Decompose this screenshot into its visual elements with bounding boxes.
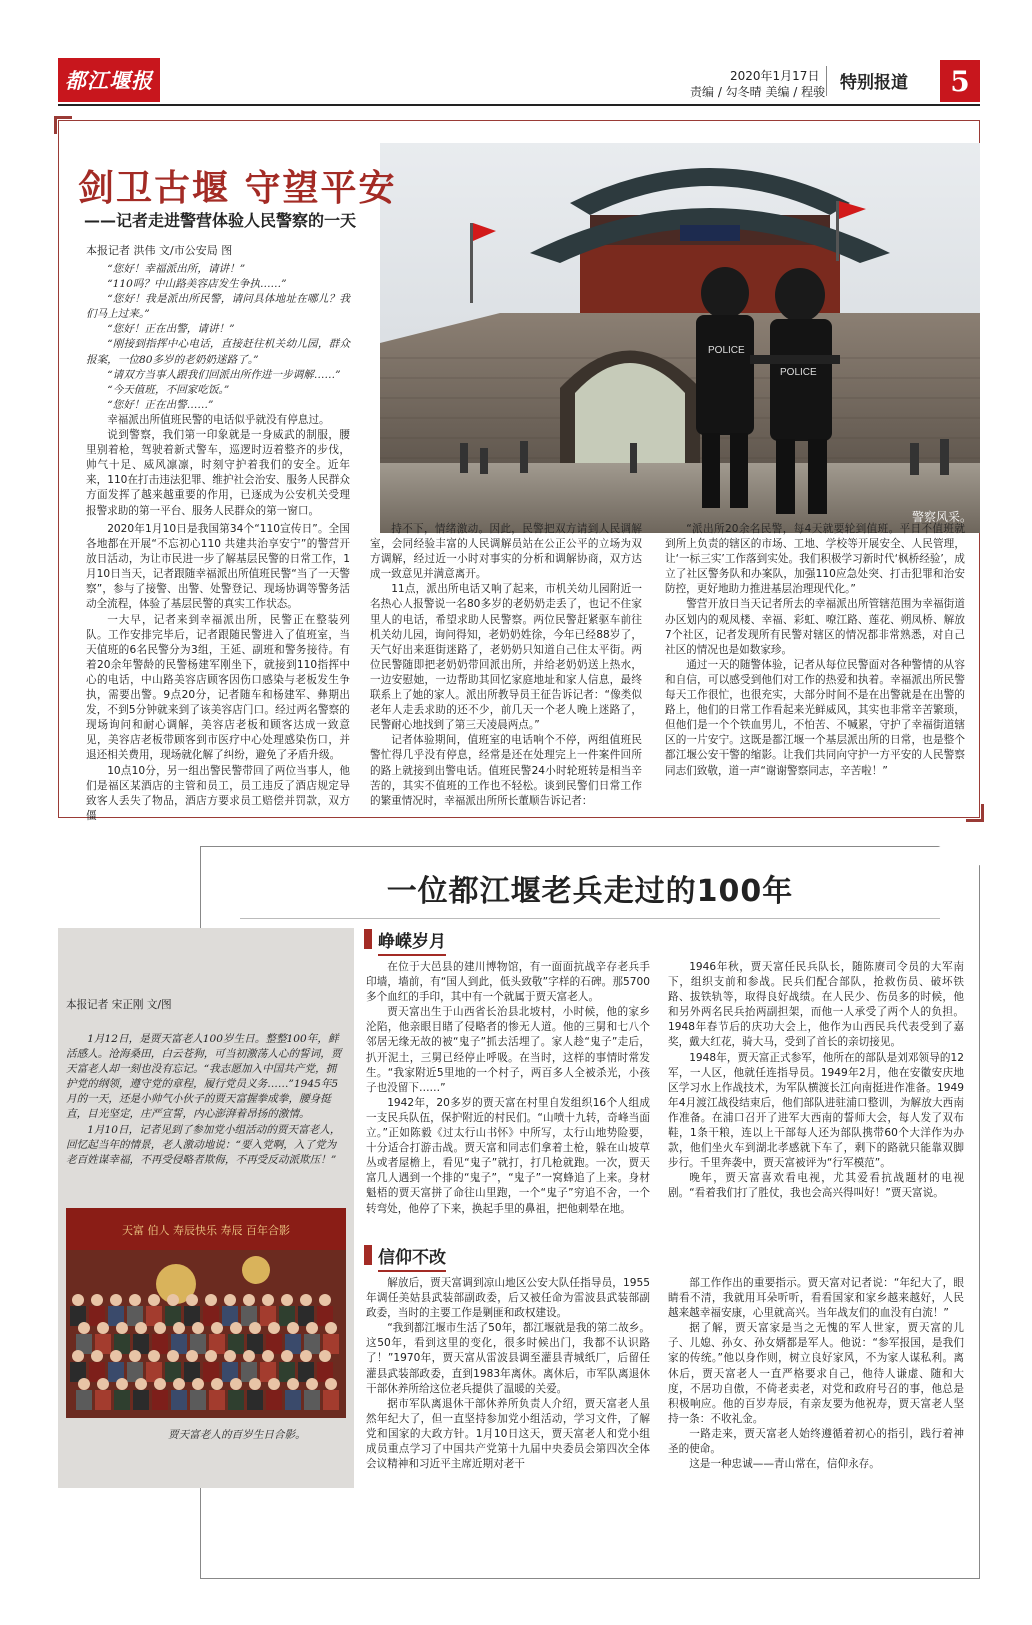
story1-byline: 本报记者 洪伟 文/市公安局 图 — [86, 244, 233, 257]
person-head — [97, 1322, 109, 1334]
section-name: 特别报道 — [840, 73, 908, 93]
person-head — [211, 1378, 223, 1390]
person-body — [190, 1390, 206, 1410]
paragraph: 1月12日，是贾天富老人100岁生日。整整100年，鲜活感人。沧海桑田，白云苍狗，可当初激荡人心的誓词，贾天富老人却一刻也没有忘记。“我志愿加入中国共产党，拥护党的纲领，遵守党的章程，履行党员义务……”1945年5月的一天，还是小帅气小伙子的贾天富握拳成拳，腰身挺直，目光坚定，庄严宣誓，内心澎湃着昂扬的激情。 — [66, 1033, 342, 1121]
person-head — [230, 1378, 242, 1390]
person-head — [91, 1350, 103, 1362]
editor-credits: 责编 / 勾冬晴 美编 / 程骏 — [690, 85, 826, 99]
paragraph: “我到都江堰市生活了50年，都江堰就是我的第二故乡。这50年，看到这里的变化，很多时候出门，我都不认识路了！”1970年，贾天富从雷波县调至灌县青城纸厂，后留任灌县武装部政委，直到1983年离休。离休后，市军队离退休干部休养所给这位老兵提供了温暖的关爱。 — [366, 1322, 650, 1395]
header-rule — [58, 104, 980, 106]
person-body — [114, 1390, 130, 1410]
person-body — [266, 1390, 282, 1410]
person-head — [192, 1378, 204, 1390]
story2-section2-column-1 — [366, 1276, 650, 1472]
person-head — [148, 1350, 160, 1362]
section-marker — [364, 1245, 372, 1265]
paragraph: 一大早，记者来到幸福派出所，民警正在整装列队。工作安排完毕后，记者跟随民警进入了值班室，当天值班的6名民警分为3组，王延、副班和警务接待。有着20余年警龄的民警杨建军刚坐下，就接到110指挥中心的电话，中山路美容店顾客因伤口感染与老板发生争执，需要出警。9点20分，记者随车和杨建军、彝期出发，不到5分钟就来到了该美容店门口。经过两名警察的现场询问和耐心调解，美容店老板和顾客达成一致意见，美容店老板带顾客到市医疗中心处理感染伤口，并退还相关费用，现场就化解了纠纷，避免了矛盾升级。 — [86, 613, 350, 762]
story1-column-1 — [86, 522, 350, 824]
person-head — [173, 1378, 185, 1390]
story1-column-3 — [665, 522, 965, 779]
person-head — [129, 1294, 141, 1306]
person-head — [306, 1322, 318, 1334]
story1-headline: 剑卫古堰 守望平安 — [78, 167, 397, 209]
person-head — [249, 1322, 261, 1334]
frame-corner — [966, 804, 984, 822]
person-head — [91, 1294, 103, 1306]
page-number: 5 — [940, 60, 980, 102]
paragraph: 据市军队离退休干部休养所负责人介绍，贾天富老人虽然年纪大了，但一直坚持参加党小组活动，学习文件，了解党和国家的大政方针。1月10日这天，贾天富老人和党小组成员重点学习了中国共产党第十九届中央委员会第四次全体会议精神和习近平主席近期对老干 — [366, 1397, 650, 1471]
paragraph: “您好！我是派出所民警，请问具体地址在哪儿？我们马上过来。” — [86, 293, 350, 321]
person-head — [262, 1350, 274, 1362]
person-body — [247, 1390, 263, 1410]
section-heading-2: 信仰不改 — [378, 1243, 446, 1272]
person-body — [152, 1390, 168, 1410]
person-head — [173, 1322, 185, 1334]
person-head — [287, 1322, 299, 1334]
story2-section1-column-2 — [668, 960, 964, 1202]
person-head — [300, 1294, 312, 1306]
section-marker — [364, 929, 372, 949]
paragraph: “请双方当事人跟我们回派出所作进一步调解……” — [107, 368, 341, 381]
person-head — [186, 1294, 198, 1306]
person-body — [285, 1390, 301, 1410]
paragraph: 警营开放日当天记者所去的幸福派出所管辖范围为幸福街道办区划内的观凤楼、幸福、彩虹、嘹江路、莲花、朔凤桥、解放7个社区，记者发现所有民警对辖区的情况都非常熟悉，对自己社区的情况也是如数家珍。 — [665, 598, 965, 656]
paragraph: “派出所20余名民警，每4天就要轮到值班。平日不值班就到所上负责的辖区的市场、工地、学校等开展安全、人民管理，让‘一标三实’工作落到实处。我们积极学习新时代‘枫桥经验’，成立了社区警务队和办案队，加强110应急处突、打击犯罪和治安防控，更好地助力推进基层治理现代化。” — [665, 523, 965, 596]
person-body — [304, 1390, 320, 1410]
paragraph: 晚年，贾天富喜欢看电视，尤其爱看抗战题材的电视剧。“看着我们打了胜仗，我也会高兴得叫好！”贾天富说。 — [668, 1172, 964, 1200]
person-head — [135, 1378, 147, 1390]
person-head — [243, 1350, 255, 1362]
person-head — [167, 1294, 179, 1306]
person-head — [262, 1294, 274, 1306]
person-head — [268, 1322, 280, 1334]
person-head — [135, 1322, 147, 1334]
person-head — [224, 1350, 236, 1362]
story1-column-1-top — [86, 262, 350, 519]
person-head — [154, 1378, 166, 1390]
person-head — [325, 1322, 337, 1334]
person-body — [95, 1390, 111, 1410]
person-head — [110, 1350, 122, 1362]
paragraph: 1946年秋，贾天富任民兵队长，随陈赓司令员的大军南下，组织支前和参战。民兵们配合部队，抢救伤员、破坏铁路、拔铁轨等，取得良好战绩。在人民少、伤员多的时候，他和另外两名民兵抬两副担架，而他一人承受了两个人的负担。1948年春节后的庆功大会上，他作为山西民兵代表受到了嘉奖，戴大红花，骑大马，受到了首长的亲切接见。 — [668, 961, 964, 1049]
person-head — [167, 1350, 179, 1362]
person-head — [224, 1294, 236, 1306]
person-head — [148, 1294, 160, 1306]
paragraph: 解放后，贾天富调到凉山地区公安大队任指导员，1955年调任美姑县武装部副政委，后又被任命为雷波县武装部副政委，当时的主要工作是剿匪和政权建设。 — [366, 1277, 650, 1320]
paragraph: 持不下，情绪激动。因此，民警把双方请到人民调解室，会同经验丰富的人民调解员站在公正公平的立场为双方调解，经过近一小时对事实的分析和调解协商，双方达成一致意见并满意离开。 — [370, 523, 642, 581]
issue-date: 2020年1月17日 — [730, 69, 820, 83]
frame-corner — [54, 116, 72, 134]
masthead-logo: 都江堰报 — [58, 58, 160, 102]
paragraph: 说到警察，我们第一印象就是一身威武的制服，腰里别着枪，驾驶着新式警车，巡逻时迈着整齐的步伐，帅气十足、威风凛凛，时刻守护着我们的安全。近年来，110在打击违法犯罪、维护社会治安、服务人民群众方面发挥了越来越重要的作用，已逐成为公安机关受理报警求助的第一平台、服务人民群众的第一窗口。 — [86, 429, 350, 517]
paragraph: “您好！幸福派出所，请讲！” — [107, 263, 246, 275]
birthday-banner-text: 天富 伯人 寿辰快乐 寿辰 百年合影 — [122, 1224, 290, 1237]
person-head — [205, 1294, 217, 1306]
person-head — [281, 1350, 293, 1362]
svg-text:POLICE: POLICE — [708, 345, 745, 356]
paragraph: 在位于大邑县的建川博物馆，有一面面抗战辛存老兵手印墙，墙前，有“国人到此，低头致敬”字样的石碑。那5700多个血红的手印，其中有一个就属于贾天富老人。 — [366, 961, 650, 1004]
paragraph: 幸福派出所值班民警的电话似乎就没有停息过。 — [107, 413, 330, 426]
person-head — [72, 1350, 84, 1362]
story2-section2-column-2 — [668, 1276, 964, 1472]
paragraph: “您好！正在出警，请讲！” — [107, 323, 235, 336]
person-head — [211, 1322, 223, 1334]
person-body — [323, 1390, 339, 1410]
paragraph: 通过一天的随警体验，记者从每位民警面对各种警情的从容和自信，可以感受到他们对工作的热爱和执着。幸福派出所民警每天工作很忙，也很充实，大部分时间不是在出警就是在出警的路上，他们的日常工作看起来光鲜威风，其实也非常辛苦繁琐，但他们是一个个铁血男儿，不怕苦、不喊累，守护了幸福街道辖区的一片安宁。这既是都江堰一个基层派出所的日常，也是整个都江堰公安干警的缩影。让我们共同向守护一方平安的人民警察同志们致敬，道一声“谢谢警察同志，辛苦啦！” — [665, 658, 965, 777]
paragraph: 10点10分，另一组出警民警带回了两位当事人，他们是福区某酒店的主管和员工，员工违反了酒店规定导致客人丢失了物品，酒店方要求员工赔偿并罚款，双方僵 — [86, 764, 350, 822]
paragraph: 这是一种忠诚——青山常在，信仰永存。 — [689, 1458, 880, 1471]
person-body — [171, 1390, 187, 1410]
paragraph: 2020年1月10日是我国第34个“110宣传日”。全国各地都在开展“不忘初心110 共建共治享安宁”的警营开放日活动，为让市民进一步了解基层民警的日常工作，1月10日当天，记者跟随幸福派出所值班民警“当了一天警察”，参与了接警、出警、处警登记、现场协调等警务活动全流程，体验了基层民警的真实工作状态。 — [86, 523, 350, 611]
story2-byline: 本报记者 宋正刚 文/图 — [66, 999, 172, 1011]
person-head — [205, 1350, 217, 1362]
person-head — [78, 1322, 90, 1334]
story2-section1-column-1 — [366, 960, 650, 1217]
paragraph: 1月10日，记者见到了参加党小组活动的贾天富老人，回忆起当年的情景，老人激动地说：“要入党啊，入了党为老百姓谋幸福，不再受侵略者欺侮，不再受反动派欺压！” — [66, 1123, 341, 1166]
person-head — [72, 1294, 84, 1306]
police-photo — [380, 143, 980, 533]
person-head — [268, 1378, 280, 1390]
paragraph: 记者体验期间，值班室的电话响个不停，两组值班民警忙得几乎没有停息，经常是还在处理完上一件案件回所的路上就接到出警电话。值班民警24小时轮班转是相当辛苦的，其实不值班的工作也不轻松。谈到民警们日常工作的繁重情况时，幸福派出所所长董顺告诉记者： — [370, 734, 642, 807]
person-head — [129, 1350, 141, 1362]
paragraph: “110吗？中山路美容店发生争执……” — [107, 278, 287, 291]
person-body — [228, 1390, 244, 1410]
person-head — [192, 1322, 204, 1334]
birthday-photo-illustration — [66, 1208, 346, 1418]
paragraph: “您好！正在出警……” — [107, 398, 214, 411]
section-heading-1: 峥嵘岁月 — [378, 927, 446, 956]
person-head — [116, 1322, 128, 1334]
person-head — [287, 1378, 299, 1390]
paragraph: 11点，派出所电话又响了起来，市机关幼儿园附近一名热心人报警说一名80多岁的老奶奶走丢了，也记不住家里人的电话，希望求助人民警察。两位民警赶紧驱车前往机关幼儿园，询问得知，老奶奶姓徐，今年已经88岁了，天气好出来逛街迷路了，老奶奶只知道自己住太平街。两位民警随即把老奶奶带回派出所，并给老奶奶送上热水，一边安慰她，一边帮助其回忆家庭地址和家人信息，最终联系上了她的家人。派出所教导员王征告诉记者：“像类似老年人走丢求助的还不少，前几天一个老人晚上迷路了，民警耐心地找到了第三天凌晨两点。” — [370, 583, 642, 732]
police-photo-caption: 警察风采。 — [911, 510, 972, 524]
police-photo-illustration — [380, 143, 980, 533]
person-body — [209, 1390, 225, 1410]
person-head — [325, 1378, 337, 1390]
story2-title-rule — [240, 918, 940, 919]
person-head — [306, 1378, 318, 1390]
person-head — [319, 1294, 331, 1306]
story2-headline: 一位都江堰老兵走过的100年 — [386, 874, 794, 909]
person-head — [154, 1322, 166, 1334]
story1-column-2 — [370, 522, 642, 809]
paragraph: 贾天富出生于山西省长治县北坡村，小时候，他的家乡沦陷，他亲眼目睹了侵略者的惨无人道。他的三舅和七八个邻居无缘无故的被“鬼子”抓去活埋了。家人趁“鬼子”走后，扒开泥土，三舅已经停止呼吸。在当时，这样的事情时常发生。“我家附近5里地的一个村子，两百多人全被杀光，小孩子也没留下……” — [366, 1006, 650, 1094]
paragraph: 一路走来，贾天富老人始终遵循着初心的指引，践行着神圣的使命。 — [668, 1427, 964, 1456]
person-head — [110, 1294, 122, 1306]
paragraph: 据了解，贾天富家是当之无愧的军人世家，贾天富的儿子、儿媳、孙女、孙女婿都是军人。他说：“参军报国，是我们家的传统。”他以身作则，树立良好家风，不为家人谋私利。离休后，贾天富老人一直严格要求自己，他待人谦虚、随和大度，不居功自傲，不倚老卖老，对党和政府号召的事，他总是积极响应。他的百岁寿辰，有亲友要为他祝寿，贾天富老人坚持一条：不收礼金。 — [668, 1322, 964, 1425]
person-body — [133, 1390, 149, 1410]
paragraph: “今天值班，不回家吃饭。” — [107, 383, 230, 396]
person-head — [116, 1378, 128, 1390]
person-body — [76, 1390, 92, 1410]
person-head — [300, 1350, 312, 1362]
paragraph: “刚接到指挥中心电话，直接赶往机关幼儿园，群众报案，一位80多岁的老奶奶迷路了。” — [86, 338, 350, 366]
header-divider — [826, 66, 827, 96]
person-head — [249, 1378, 261, 1390]
paragraph: 1948年，贾天富正式参军，他所在的部队是刘邓领导的12军，一人区，他就任连指导员。1949年2月，他在安徽安庆地区学习水上作战技术，为军队横渡长江向南挺进作准备。1949年4月渡江战役结束后，他们部队进驻浦口整训，为解放大西南作准备。在浦口召开了进军大西南的誓师大会，每人发了双布鞋，1条干粮，连以上干部每人还为部队携带60个大洋作为办款，他们坐火车到湖北孝感就下车了，剩下的路就只能靠双脚步行。千里奔袭中，贾天富被评为“行军模范”。 — [668, 1051, 964, 1170]
svg-text:POLICE: POLICE — [780, 367, 817, 378]
birthday-group-photo — [66, 1208, 346, 1418]
story2-intro-text — [66, 1032, 344, 1168]
person-head — [78, 1378, 90, 1390]
person-head — [319, 1350, 331, 1362]
story1-subtitle: ——记者走进警营体验人民警察的一天 — [84, 211, 357, 230]
person-head — [243, 1294, 255, 1306]
person-head — [281, 1294, 293, 1306]
paragraph: 部工作作出的重要指示。贾天富对记者说：“年纪大了，眼睛看不清，我就用耳朵听听，看看国家和家乡越来越好，人民越来越幸福安康，心里就高兴。当年战友们的血没有白流！” — [668, 1277, 964, 1320]
person-head — [186, 1350, 198, 1362]
person-head — [97, 1378, 109, 1390]
birthday-photo-caption: 贾天富老人的百岁生日合影。 — [168, 1429, 306, 1441]
paragraph: 1942年，20多岁的贾天富在村里自发组织16个人组成一支民兵队伍，保护附近的村民们。“山喷十九转，奇峰当面立。”正如陈毅《过太行山书怀》中所写，太行山地势险要，十分适合打游击战。贾天富和同志们拿着土枪，躲在山坡草丛或者屋檐上，看见“鬼子”就打，打几枪就跑。一次，贾天富几人遇到一个排的“鬼子”，“鬼子”一窝蜂追了上来。身材魁梧的贾天富拼了命往山里跑，一个“鬼子”穷追不舍，一个转弯处，他停了下来，换起手里的鼻祖，把他刺晕在地。 — [366, 1096, 650, 1215]
person-head — [230, 1322, 242, 1334]
